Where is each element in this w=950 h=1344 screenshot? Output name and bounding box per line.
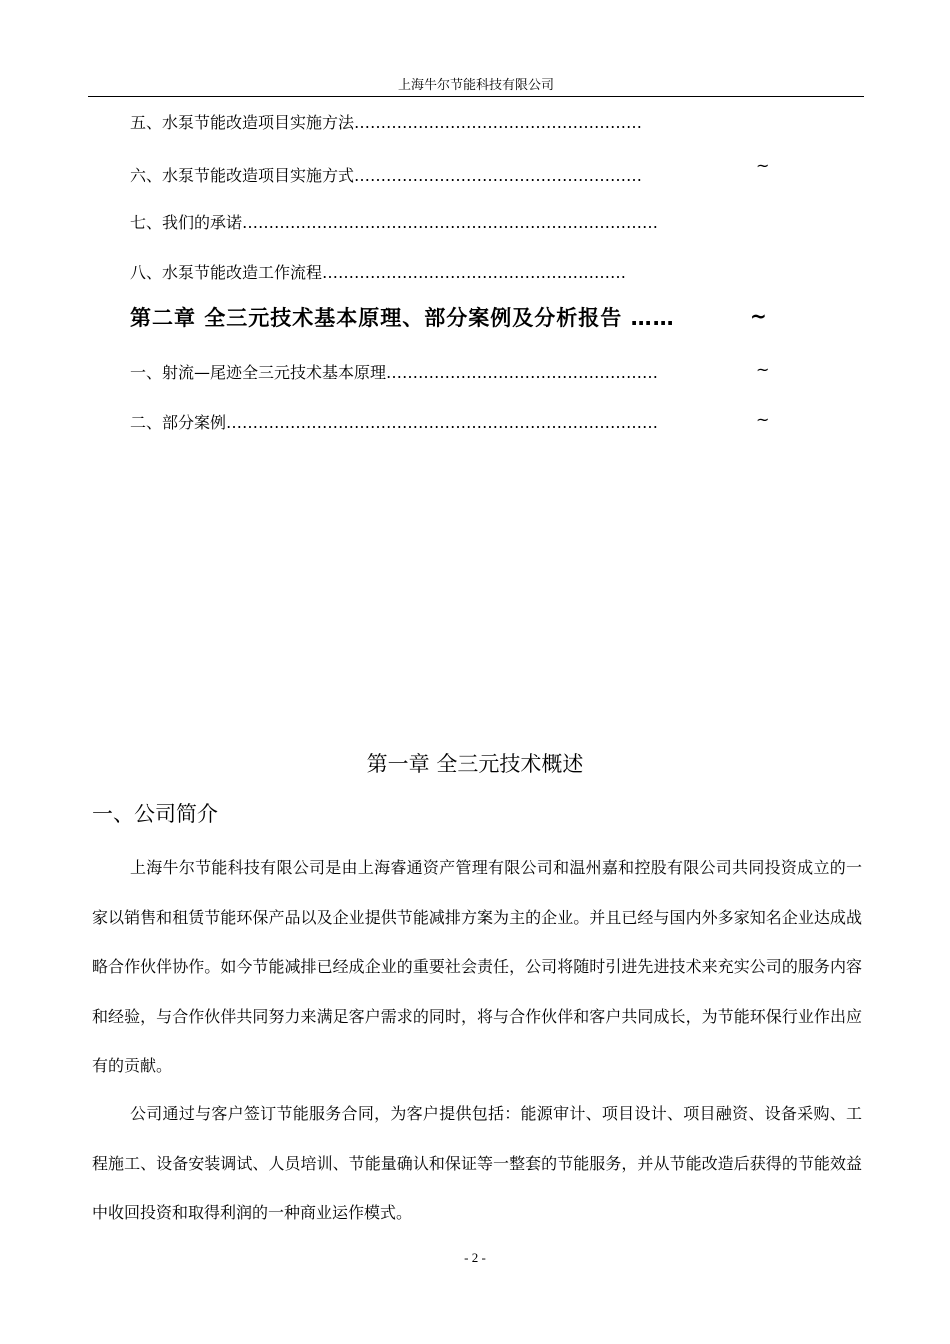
- toc-leader-dots: ……: [630, 306, 675, 330]
- toc-item-8[interactable]: [130, 260, 626, 283]
- paragraph-company-intro: [92, 843, 862, 1091]
- paragraph-service-model: [92, 1089, 862, 1238]
- toc-leader-dots: ……………………………………………: [386, 363, 659, 382]
- toc-leader-dots: ………………………………………………………………………: [226, 413, 659, 432]
- toc-subitem-1[interactable]: [130, 360, 658, 383]
- toc-item-label: 五、水泵节能改造项目实施方法: [130, 113, 355, 132]
- toc-leader-dots: ………………………………………………: [354, 113, 643, 132]
- toc-item-6[interactable]: [130, 163, 642, 186]
- toc-item-label: 七、我们的承诺: [130, 213, 243, 232]
- toc-item-7[interactable]: [130, 210, 658, 233]
- toc-item-label: 一、射流—尾迹全三元技术基本原理: [130, 363, 387, 382]
- toc-item-label: 六、水泵节能改造项目实施方式: [130, 166, 355, 185]
- toc-subitem-2[interactable]: [130, 410, 658, 433]
- toc-page-ref: ~: [756, 156, 770, 175]
- toc-leader-dots: …………………………………………………: [322, 263, 627, 282]
- toc-item-5[interactable]: [130, 110, 642, 133]
- chapter-title: 第一章 全三元技术概述: [366, 752, 584, 776]
- toc-chapter-label: 第二章 全三元技术基本原理、部分案例及分析报告: [130, 306, 623, 330]
- paragraph-text: 上海牛尔节能科技有限公司是由上海睿通资产管理有限公司和温州嘉和控股有限公司共同投资成立的一家以销售和租赁节能环保产品以及企业提供节能减排方案为主的企业。并且已经与国内外多家知名企业达成战略合作伙伴协作。如今节能减排已经成企业的重要社会责任，公司将随时引进先进技术来充实公司的服务内容和经验，与合作伙伴共同努力来满足客户需求的同时，将与合作伙伴和客户共同成长，为节能环保行业作出应有的贡献。: [92, 858, 862, 1075]
- toc-chapter-2[interactable]: [130, 302, 675, 332]
- section-title: 一、公司简介: [92, 802, 218, 826]
- toc-item-label: 八、水泵节能改造工作流程: [130, 263, 323, 282]
- toc-page-ref: ~: [756, 410, 770, 429]
- toc-page-ref: ~: [756, 360, 770, 379]
- toc-page-ref: ~: [750, 304, 767, 328]
- toc-leader-dots: ……………………………………………………………………: [242, 213, 659, 232]
- paragraph-text: 公司通过与客户签订节能服务合同，为客户提供包括：能源审计、项目设计、项目融资、设备采购、工程施工、设备安装调试、人员培训、节能量确认和保证等一整套的节能服务，并从节能改造后获得的节能效益中收回投资和取得利润的一种商业运作模式。: [92, 1104, 862, 1222]
- toc-item-label: 二、部分案例: [130, 413, 227, 432]
- toc-leader-dots: ………………………………………………: [354, 166, 643, 185]
- page-header: [88, 74, 864, 97]
- header-company-name: 上海牛尔节能科技有限公司: [397, 78, 554, 93]
- page-number: - 2 -: [464, 1250, 486, 1265]
